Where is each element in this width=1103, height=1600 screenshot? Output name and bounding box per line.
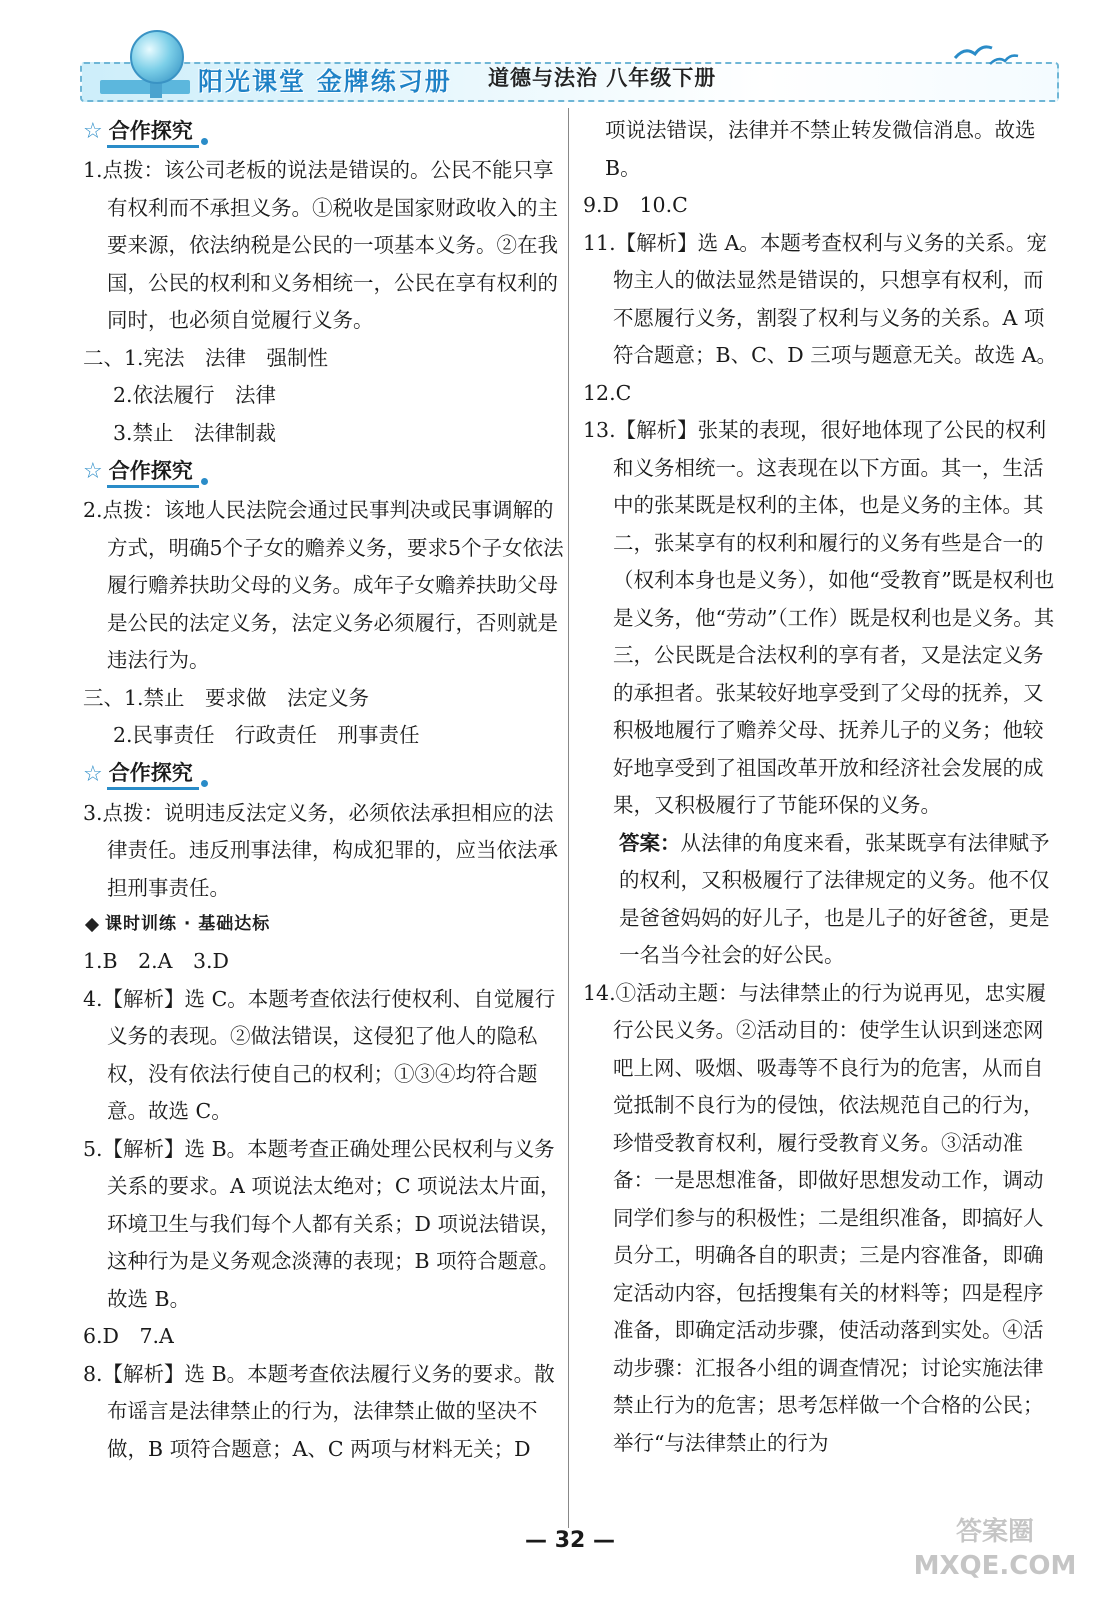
answer-14: 14.①活动主题：与法律禁止的行为说再见，忠实履行公民义务。②活动目的：使学生认识到迷恋网吧上网、吸烟、吸毒等不良行为的危害，从而自觉抵制不良行为的侵蚀，依法规范自己的行为，珍惜受教育权利，履行受教育义务。③活动准备：一是思想准备，即做好思想发动工作，调动同学们参与的积极性；二是组织准备，即搞好人员分工，明确各自的职责；三是内容准备，即确定活动内容，包括搜集有关的材料等；四是程序准备，即确定活动步骤，使活动落到实处。④活动步骤：汇报各小组的调查情况；讨论实施法律禁止行为的危害；思考怎样做一个合格的公民；举行“与法律禁止的行为 xyxy=(583,980,1047,1455)
answer-11: 11.【解析】选 A。本题考查权利与义务的关系。宠物主人的做法显然是错误的，只想享有权利，而不愿履行义务，割裂了权利与义务的关系。A 项符合题意；B、C、D 三项与题意无关。故选 A。 xyxy=(583,230,1058,367)
answers-1-3: 1.B 2.A 3.D xyxy=(83,949,229,973)
answer-two-3: 3.禁止 法律制裁 xyxy=(113,420,277,445)
answer-5: 5.【解析】选 B。本题考查正确处理公民权利与义务关系的要求。A 项说法太绝对；C 项说法太片面，环境卫生与我们每个人都有关系；D 项说法错误，这种行为是义务观念淡薄的表现；B 项符合题意。故选 B。 xyxy=(83,1136,561,1311)
books-graphic xyxy=(100,80,190,94)
dot-icon xyxy=(201,478,208,485)
subject-title: 道德与法治 八年级下册 xyxy=(488,66,717,90)
answer-8-continued: 项说法错误，法律并不禁止转发微信消息。故选 B。 xyxy=(605,118,1036,180)
star-icon: ☆ xyxy=(83,761,103,787)
dot-icon xyxy=(201,780,208,787)
answer-13: 13.【解析】张某的表现，很好地体现了公民的权利和义务相统一。这表现在以下方面。其一，生活中的张某既是权利的主体，也是义务的主体。其二，张某享有的权利和履行的义务有些是合一的（权利本身也是义务），如他“受教育”既是权利也是义务，他“劳动”（工作）既是权利也是义务。其三，公民既是合法权利的享有者，又是法定义务的承担者。张某较好地享受到了父母的抚养，又积极地履行了赡养父母、抚养儿子的义务；他较好地享受到了祖国改革开放和经济社会发展的成果，又积极履行了节能环保的义务。 xyxy=(583,418,1055,817)
dot-icon xyxy=(201,138,208,145)
series-brand: 阳光课堂 金牌练习册 xyxy=(198,67,452,96)
answer-three-1: 三、1.禁止 要求做 法定义务 xyxy=(83,685,370,710)
page-header xyxy=(0,0,1103,110)
page-number: — 32 — xyxy=(525,1528,615,1553)
answer-8: 8.【解析】选 B。本题考查依法履行义务的要求。散布谣言是法律禁止的行为，法律禁止做的坚决不做，B 项符合题意；A、C 两项与材料无关；D xyxy=(83,1361,555,1461)
right-column xyxy=(583,112,1063,1462)
column-divider xyxy=(568,108,569,1528)
answer-two-1: 二、1.宪法 法律 强制性 xyxy=(83,345,329,370)
answer-three-2: 2.民事责任 行政责任 刑事责任 xyxy=(113,723,420,747)
answer-12: 12.C xyxy=(583,380,632,405)
answer-label: 答案： xyxy=(619,830,681,855)
answer-two-2: 2.依法履行 法律 xyxy=(113,383,277,407)
star-icon: ☆ xyxy=(83,459,103,485)
answer-3: 3.点拨：说明违反法定义务，必须依法承担相应的法律责任。违反刑事法律，构成犯罪的，应当依法承担刑事责任。 xyxy=(83,800,558,900)
section-heading: ☆ 合作探究 xyxy=(83,454,565,490)
answers-9-10: 9.D 10.C xyxy=(583,193,688,217)
answer-4: 4.【解析】选 C。本题考查依法行使权利、自觉履行义务的表现。②做法错误，这侵犯了他人的隐私权，没有依法行使自己的权利；①③④均符合题意。故选 C。 xyxy=(83,986,556,1123)
site-watermark: 答案圈 MXQE.COM xyxy=(913,1517,1077,1581)
left-column xyxy=(83,112,565,1468)
answer-1: 1.点拨：该公司老板的说法是错误的。公民不能只享有权利而不承担义务。①税收是国家财政收入的主要来源，依法纳税是公民的一项基本义务。②在我国，公民的权利和义务相统一，公民在享有权利的同时，也必须自觉履行义务。 xyxy=(83,158,558,332)
answers-6-7: 6.D 7.A xyxy=(83,1324,174,1348)
answer-13-final: 答案：从法律的角度来看，张某既享有法律赋予的权利，又积极履行了法律规定的义务。他不仅是爸爸妈妈的好儿子，也是儿子的好爸爸，更是一名当今社会的好公民。 xyxy=(619,830,1050,967)
section-heading: ☆ 合作探究 xyxy=(83,114,565,150)
practice-heading: 课时训练 · 基础达标 xyxy=(83,907,565,943)
globe-icon xyxy=(130,30,184,84)
section-heading: ☆ 合作探究 xyxy=(83,757,565,793)
answer-2: 2.点拨：该地人民法院会通过民事判决或民事调解的方式，明确5个子女的赡养义务，要求5个子女依法履行赡养扶助父母的义务。成年子女赡养扶助父母是公民的法定义务，法定义务必须履行，否则就是违法行为。 xyxy=(83,498,564,672)
star-icon: ☆ xyxy=(83,119,103,145)
birds-icon xyxy=(950,38,1020,68)
diamond-icon xyxy=(85,918,99,932)
